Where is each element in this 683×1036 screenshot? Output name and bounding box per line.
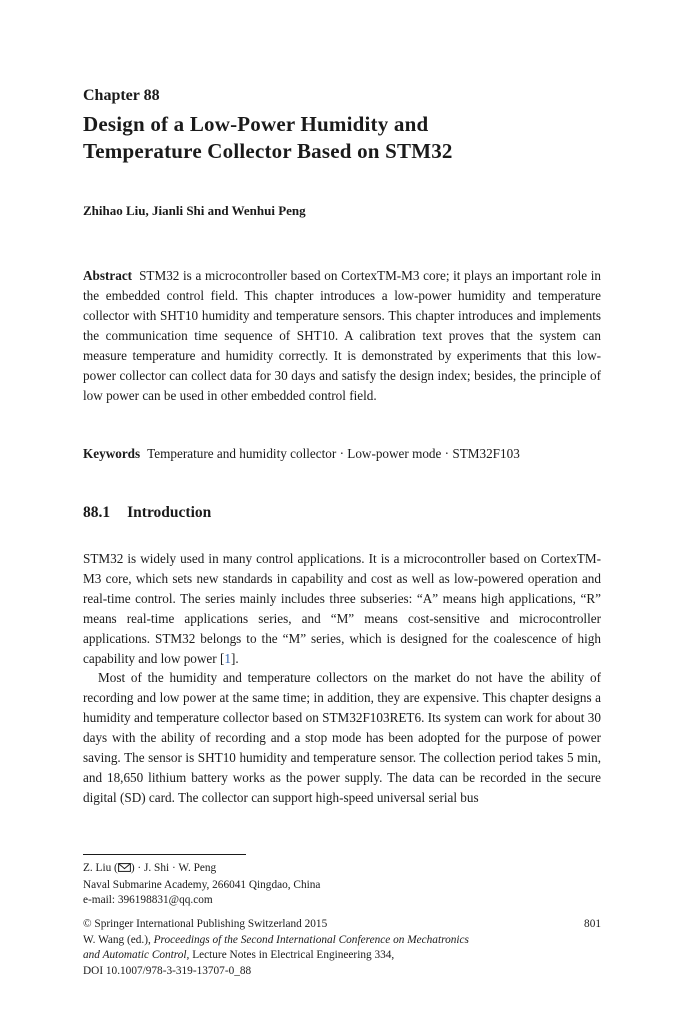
citation-link-1[interactable]: 1 bbox=[224, 650, 231, 666]
footnote-authors-post: ) · J. Shi · W. Peng bbox=[130, 862, 217, 874]
keywords-label: Keywords bbox=[83, 446, 141, 461]
footnote-affiliation: Naval Submarine Academy, 266041 Qingdao, China bbox=[83, 878, 321, 891]
abstract-text: STM32 is a microcontroller based on CortexTM-M3 core; it plays an important role in the embedded control field. This chapter introduces a low-power humidity and temperature collector with SHT10 humidity and temperature sensors. This chapter introduces and implements the communication time sequence of SHT10. A calibration text proves that the system can measure temperature and humidity correctly. It is demonstrated by experiments that this low-power collector can collect data for 30 days and satisfy the design index; besides, the principle of low power can be used in other embedded control field. bbox=[83, 268, 601, 403]
abstract-paragraph bbox=[83, 266, 601, 406]
envelope-icon bbox=[118, 862, 131, 878]
footnote-rule bbox=[83, 854, 246, 855]
section-title: Introduction bbox=[127, 504, 212, 521]
footnote-authors bbox=[83, 861, 601, 878]
copyright-line: © Springer International Publishing Switzerland 2015 bbox=[83, 918, 328, 930]
book-title-part-2: and Automatic Control, bbox=[83, 949, 190, 962]
imprint-block bbox=[83, 917, 601, 979]
editor-prefix: W. Wang (ed.), bbox=[83, 933, 154, 946]
page-title: Design of a Low-Power Humidity and Temperature Collector Based on STM32 bbox=[83, 112, 453, 163]
book-reference-line-1 bbox=[83, 933, 601, 949]
book-reference-line-2 bbox=[83, 948, 601, 964]
email-address: 396198831@qq.com bbox=[117, 894, 213, 907]
imprint-line-1 bbox=[83, 917, 601, 933]
introduction-body bbox=[83, 549, 601, 808]
paragraph-1 bbox=[83, 549, 601, 668]
series-suffix: Lecture Notes in Electrical Engineering 334, bbox=[189, 949, 395, 962]
paragraph-2: Most of the humidity and temperature collectors on the market do not have the ability of recording and low power at the same time; in addition, they are expensive. This chapter designs a humidity and temperature collector based on STM32F103RET6. Its system can work for about 30 days with the ability of recording and a stop mode has been adopted for the purpose of power saving. The sensor is SHT10 humidity and temperature sensor. The collection period takes 5 min, and 18,650 lithium battery works as the power supply. The data can be recorded in the secure digital (SD) card. The collector can support high-speed universal serial bus bbox=[83, 670, 601, 805]
keywords-text: Temperature and humidity collector · Low-power mode · STM32F103 bbox=[147, 446, 520, 461]
doi-line: DOI 10.1007/978-3-319-13707-0_88 bbox=[83, 964, 252, 977]
book-title-part-1: Proceedings of the Second International Conference on Mechatronics bbox=[153, 933, 469, 946]
paragraph-1-close: ]. bbox=[230, 650, 239, 666]
keywords-line bbox=[83, 444, 601, 464]
footnote-block bbox=[83, 861, 601, 909]
page-number: 801 bbox=[584, 918, 601, 930]
paragraph-1-text: STM32 is widely used in many control applications. It is a microcontroller based on CortexTM-M3 core, which sets new standards in capability and cost as well as low-powered operation and real-time control. The series mainly includes three subseries: “A” means high applications, “R” means real-time applications series, and “M” means cost-sensitive and microcontroller applications. STM32 belongs to the “M” series, which is designed for the coalescence of high capability and low power [ bbox=[83, 551, 601, 666]
chapter-label: Chapter 88 bbox=[83, 87, 160, 104]
section-heading bbox=[83, 503, 211, 522]
abstract-label: Abstract bbox=[83, 268, 133, 283]
footnote-email-label: e-mail: bbox=[83, 894, 118, 907]
authors-line: Zhihao Liu, Jianli Shi and Wenhui Peng bbox=[83, 203, 306, 218]
footnote-authors-pre: Z. Liu ( bbox=[83, 862, 118, 874]
footnote-email bbox=[83, 893, 601, 909]
section-number: 88.1 bbox=[83, 504, 111, 521]
